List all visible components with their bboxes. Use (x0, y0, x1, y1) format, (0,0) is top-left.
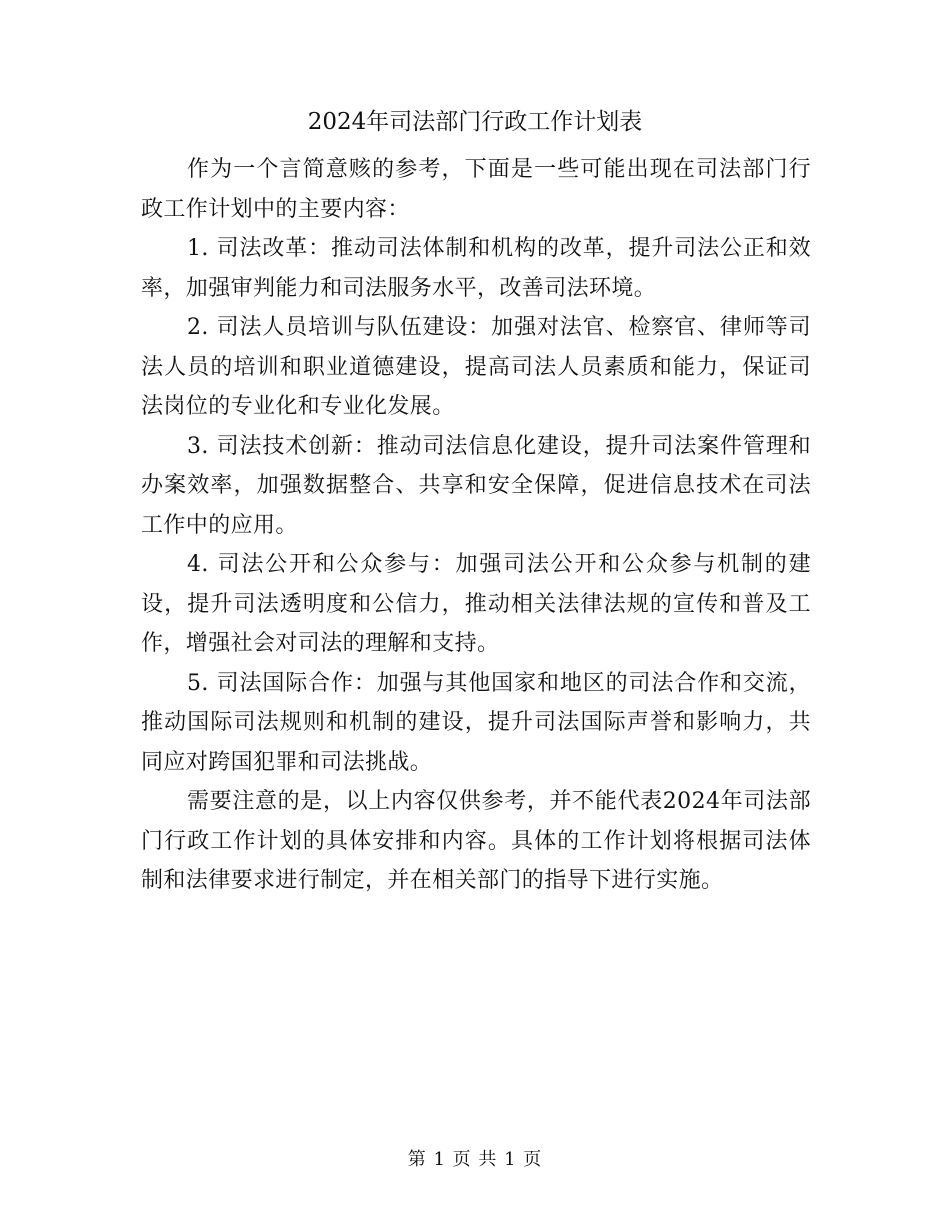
document-body (141, 150, 811, 901)
list-item: 4. 司法公开和公众参与：加强司法公开和公众参与机制的建设，提升司法透明度和公信力，推动相关法律法规的宣传和普及工作，增强社会对司法的理解和支持。 (141, 552, 811, 656)
list-item: 3. 司法技术创新：推动司法信息化建设，提升司法案件管理和办案效率，加强数据整合、共享和安全保障，促进信息技术在司法工作中的应用。 (141, 433, 811, 538)
list-item: 1. 司法改革：推动司法体制和机构的改革，提升司法公正和效率，加强审判能力和司法服务水平，改善司法环境。 (141, 236, 811, 301)
list-item: 5. 司法国际合作：加强与其他国家和地区的司法合作和交流，推动国际司法规则和机制的建设，提升司法国际声誉和影响力，共同应对跨国犯罪和司法挑战。 (141, 670, 811, 775)
page-footer: 第 1 页 共 1 页 (407, 1149, 543, 1170)
page-title: 2024年司法部门行政工作计划表 (307, 109, 643, 135)
note-paragraph: 需要注意的是，以上内容仅供参考，并不能代表2024年司法部门行政工作计划的具体安排和内容。具体的工作计划将根据司法体制和法律要求进行制定，并在相关部门的指导下进行实施。 (141, 789, 811, 893)
list-item: 2. 司法人员培训与队伍建设：加强对法官、检察官、律师等司法人员的培训和职业道德建设，提高司法人员素质和能力，保证司法岗位的专业化和专业化发展。 (141, 315, 811, 419)
intro-paragraph: 作为一个言简意赅的参考，下面是一些可能出现在司法部门行政工作计划中的主要内容： (141, 157, 811, 222)
